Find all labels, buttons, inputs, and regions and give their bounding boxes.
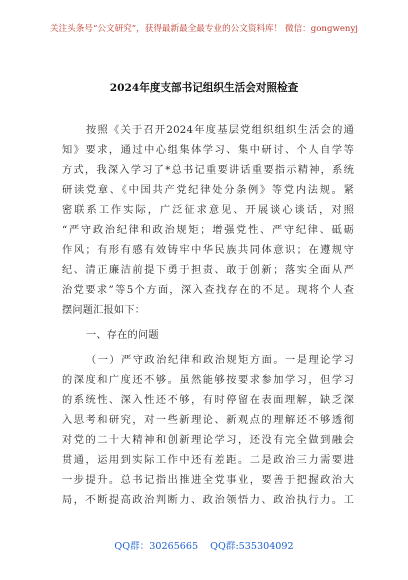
body-line: 方式，我深入学习了*总书记重要讲话重要指示精神，系统 — [62, 165, 354, 176]
body-line: 局，不断提高政治判断力、政治领悟力、政治执行力。工 — [62, 495, 354, 506]
page-header-notice: 关注头条号“公文研究”，获得最新最全最专业的公文资料库！ 微信：gongwenyj — [50, 24, 358, 34]
body-line: 按照《关于召开2024年度基层党组织组织生活会的通 — [86, 125, 354, 136]
section-heading: 一、存在的问题 — [86, 330, 159, 341]
body-line: 纪、清正廉洁前提下勇于担责、敢于创新；落实全面从严 — [62, 265, 354, 276]
body-line: 作风；有形有感有效铸牢中华民族共同体意识；在遵规守 — [62, 245, 354, 256]
body-line: 研读党章、《中国共产党纪律处分条例》等党内法规。紧 — [62, 185, 354, 196]
body-line: 一步提升。总书记指出推进全党事业，要善于把握政治大 — [62, 475, 354, 486]
body-line: 治党要求”等5个方面，深入查找存在的不足。现将个人查 — [62, 285, 354, 296]
body-line: 的深度和广度还不够。虽然能够按要求参加学习，但学习 — [62, 375, 354, 386]
footer-qq-group-2: QQ群:535304092 — [210, 541, 294, 552]
body-line: 入思考和研究，对一些新理论、新观点的理解还不够透彻 — [62, 415, 354, 426]
body-line: （一）严守政治纪律和政治规矩方面。一是理论学习 — [86, 355, 354, 366]
page-footer — [0, 538, 408, 552]
body-line: 对党的二十大精神和创新理论学习，还没有完全做到融会 — [62, 435, 354, 446]
body-line: 贯通，运用到实际工作中还有差距。二是政治三力需要进 — [62, 455, 354, 466]
footer-qq-group-1: QQ群：30265665 — [114, 541, 199, 552]
body-line: 的系统性、深入性还不够，有时停留在表面理解，缺乏深 — [62, 395, 354, 406]
body-line: “严守政治纪律和政治规矩；增强党性、严守纪律、砥砺 — [62, 225, 354, 236]
body-line: 密联系工作实际，广泛征求意见、开展谈心谈话，对照 — [62, 205, 354, 216]
body-line: 知》要求，通过中心组集体学习、集中研讨、个人自学等 — [62, 145, 354, 156]
document-title: 2024年度支部书记组织生活会对照检查 — [109, 82, 299, 94]
body-line: 摆问题汇报如下： — [62, 305, 146, 316]
